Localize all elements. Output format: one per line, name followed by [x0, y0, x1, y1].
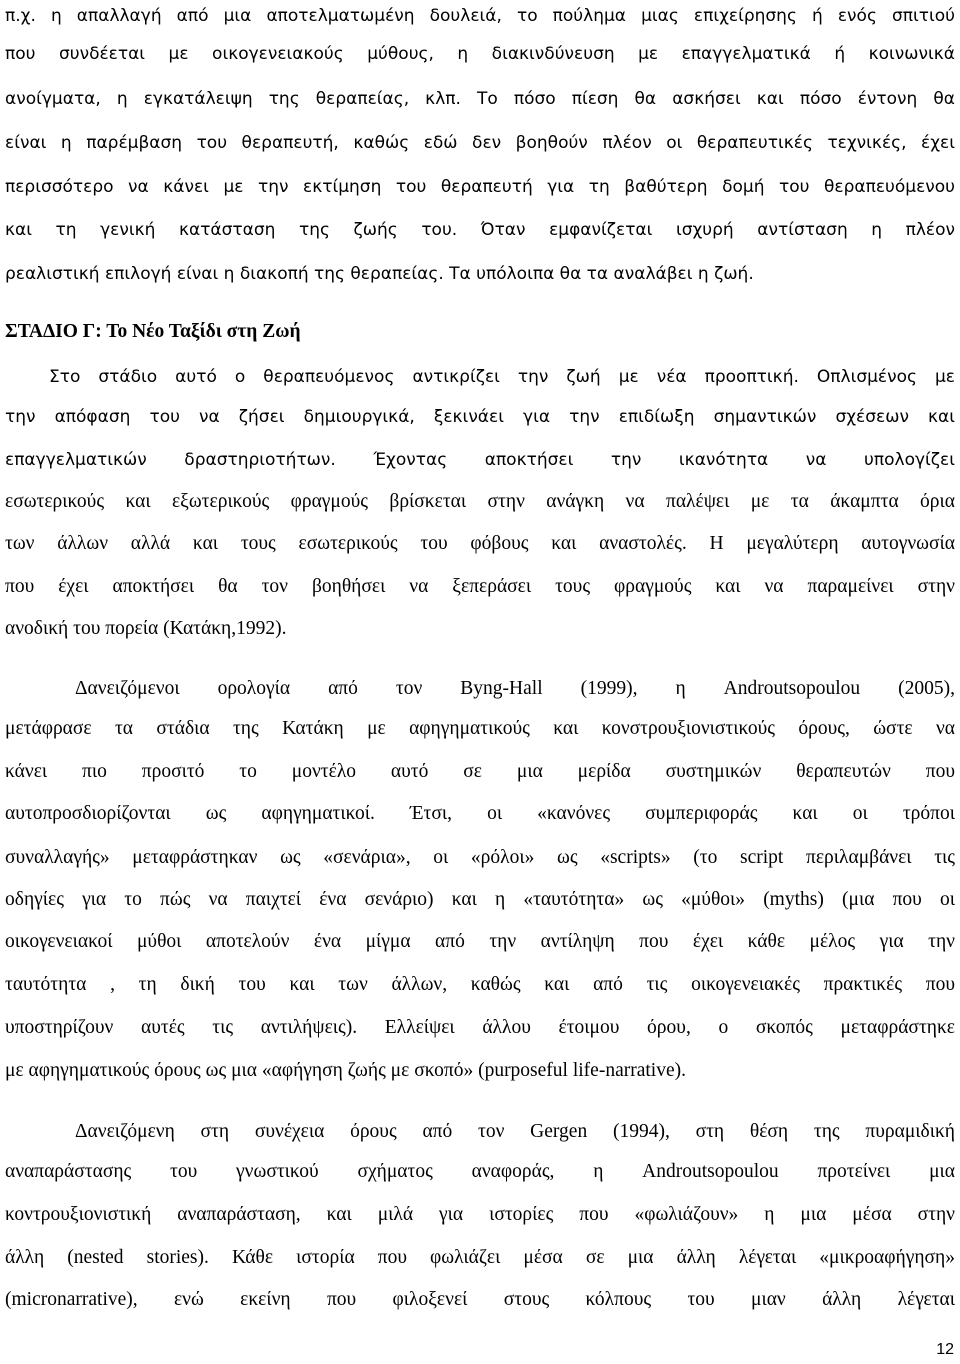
text-line: κοντρουξιονιστική αναπαράσταση, και μιλά για ιστορίες που «φωλιάζουν» η μια μέσα στην [5, 1204, 955, 1225]
text-line: περισσότερο να κάνει με την εκτίμηση του θεραπευτή για τη βαθύτερη δομή του θεραπευόμενου [5, 177, 955, 197]
text-line: εσωτερικούς και εξωτερικούς φραγμούς βρίσκεται στην ανάγκη να παλέψει με τα άκαμπτα όρια [5, 491, 955, 512]
text-line: ανοίγματα, η εγκατάλειψη της θεραπείας, κλπ. Το πόσο πίεση θα ασκήσει και πόσο έντονη θα [5, 89, 955, 109]
text-line: με αφηγηματικούς όρους ως μια «αφήγηση ζωής με σκοπό» (purposeful life-narrative). [5, 1060, 686, 1081]
text-line: είναι η παρέμβαση του θεραπευτή, καθώς εδώ δεν βοηθούν πλέον οι θεραπευτικές τεχνικές, έχει [5, 133, 955, 153]
text-line: αναπαράστασης του γνωστικού σχήματος αναφοράς, η Androutsopoulou προτείνει μια [5, 1161, 955, 1182]
text-line: αυτοπροσδιορίζονται ως αφηγηματικοί. Έτσι, οι «κανόνες συμπεριφοράς και οι τρόποι [5, 803, 955, 824]
text-line: και τη γενική κατάσταση της ζωής του. Όταν εμφανίζεται ισχυρή αντίσταση η πλέον [5, 220, 955, 240]
section-heading: ΣΤΑΔΙΟ Γ: Το Νέο Ταξίδι στη Ζωή [5, 321, 301, 342]
text-line: οικογενειακοί μύθοι αποτελούν ένα μίγμα από την αντίληψη που έχει κάθε μέλος για την [5, 931, 955, 952]
text-line: επαγγελματικών δραστηριοτήτων. Έχοντας αποκτήσει την ικανότητα να υπολογίζει [5, 450, 955, 470]
text-line: των άλλων αλλά και τους εσωτερικούς του φόβους και αναστολές. Η μεγαλύτερη αυτογνωσία [5, 533, 955, 554]
text-line: συναλλαγής» μεταφράστηκαν ως «σενάρια», οι «ρόλοι» ως «scripts» (το script περιλαμβάνει τις [5, 847, 955, 868]
text-line: Δανειζόμενη στη συνέχεια όρους από τον Gergen (1994), στη θέση της πυραμιδική [75, 1121, 955, 1142]
text-line: (micronarrative), ενώ εκείνη που φιλοξενεί στους κόλπους του μιαν άλλη λέγεται [5, 1289, 955, 1310]
text-line: Δανειζόμενοι ορολογία από τον Byng-Hall (1999), η Androutsopoulou (2005), [75, 678, 955, 699]
text-line: ρεαλιστική επιλογή είναι η διακοπή της θεραπείας. Τα υπόλοιπα θα τα αναλάβει η ζωή. [5, 264, 754, 284]
text-line: που συνδέεται με οικογενειακούς μύθους, η διακινδύνευση με επαγγελματικά ή κοινωνικά [5, 44, 955, 64]
text-line: π.χ. η απαλλαγή από μια αποτελματωμένη δουλειά, το πούλημα μιας επιχείρησης ή ενός σπιτιού [5, 6, 955, 26]
page-number: 12 [936, 1341, 954, 1358]
text-line: που έχει αποκτήσει θα τον βοηθήσει να ξεπεράσει τους φραγμούς και να παραμείνει στην [5, 576, 955, 597]
text-line: μετάφρασε τα στάδια της Κατάκη με αφηγηματικούς και κονστρουξιονιστικούς όρους, ώστε να [5, 718, 955, 739]
text-line: ανοδική του πορεία (Κατάκη,1992). [5, 618, 287, 639]
text-line: Στο στάδιο αυτό ο θεραπευόμενος αντικρίζει την ζωή με νέα προοπτική. Οπλισμένος με [49, 367, 955, 387]
text-line: υποστηρίζουν αυτές τις αντιλήψεις). Ελλείψει άλλου έτοιμου όρου, ο σκοπός μεταφράστηκε [5, 1017, 955, 1038]
text-line: κάνει πιο προσιτό το μοντέλο αυτό σε μια μερίδα συστημικών θεραπευτών που [5, 761, 955, 782]
text-line: οδηγίες για το πώς να παιχτεί ένα σενάριο) και η «ταυτότητα» ως «μύθοι» (myths) (μια που οι [5, 889, 955, 910]
text-line: ταυτότητα , τη δική του και των άλλων, καθώς και από τις οικογενειακές πρακτικές που [5, 974, 955, 995]
text-line: την απόφαση του να ζήσει δημιουργικά, ξεκινάει για την επιδίωξη σημαντικών σχέσεων και [5, 407, 955, 427]
text-line: άλλη (nested stories). Κάθε ιστορία που φωλιάζει μέσα σε μια άλλη λέγεται «μικροαφήγηση» [5, 1247, 955, 1268]
